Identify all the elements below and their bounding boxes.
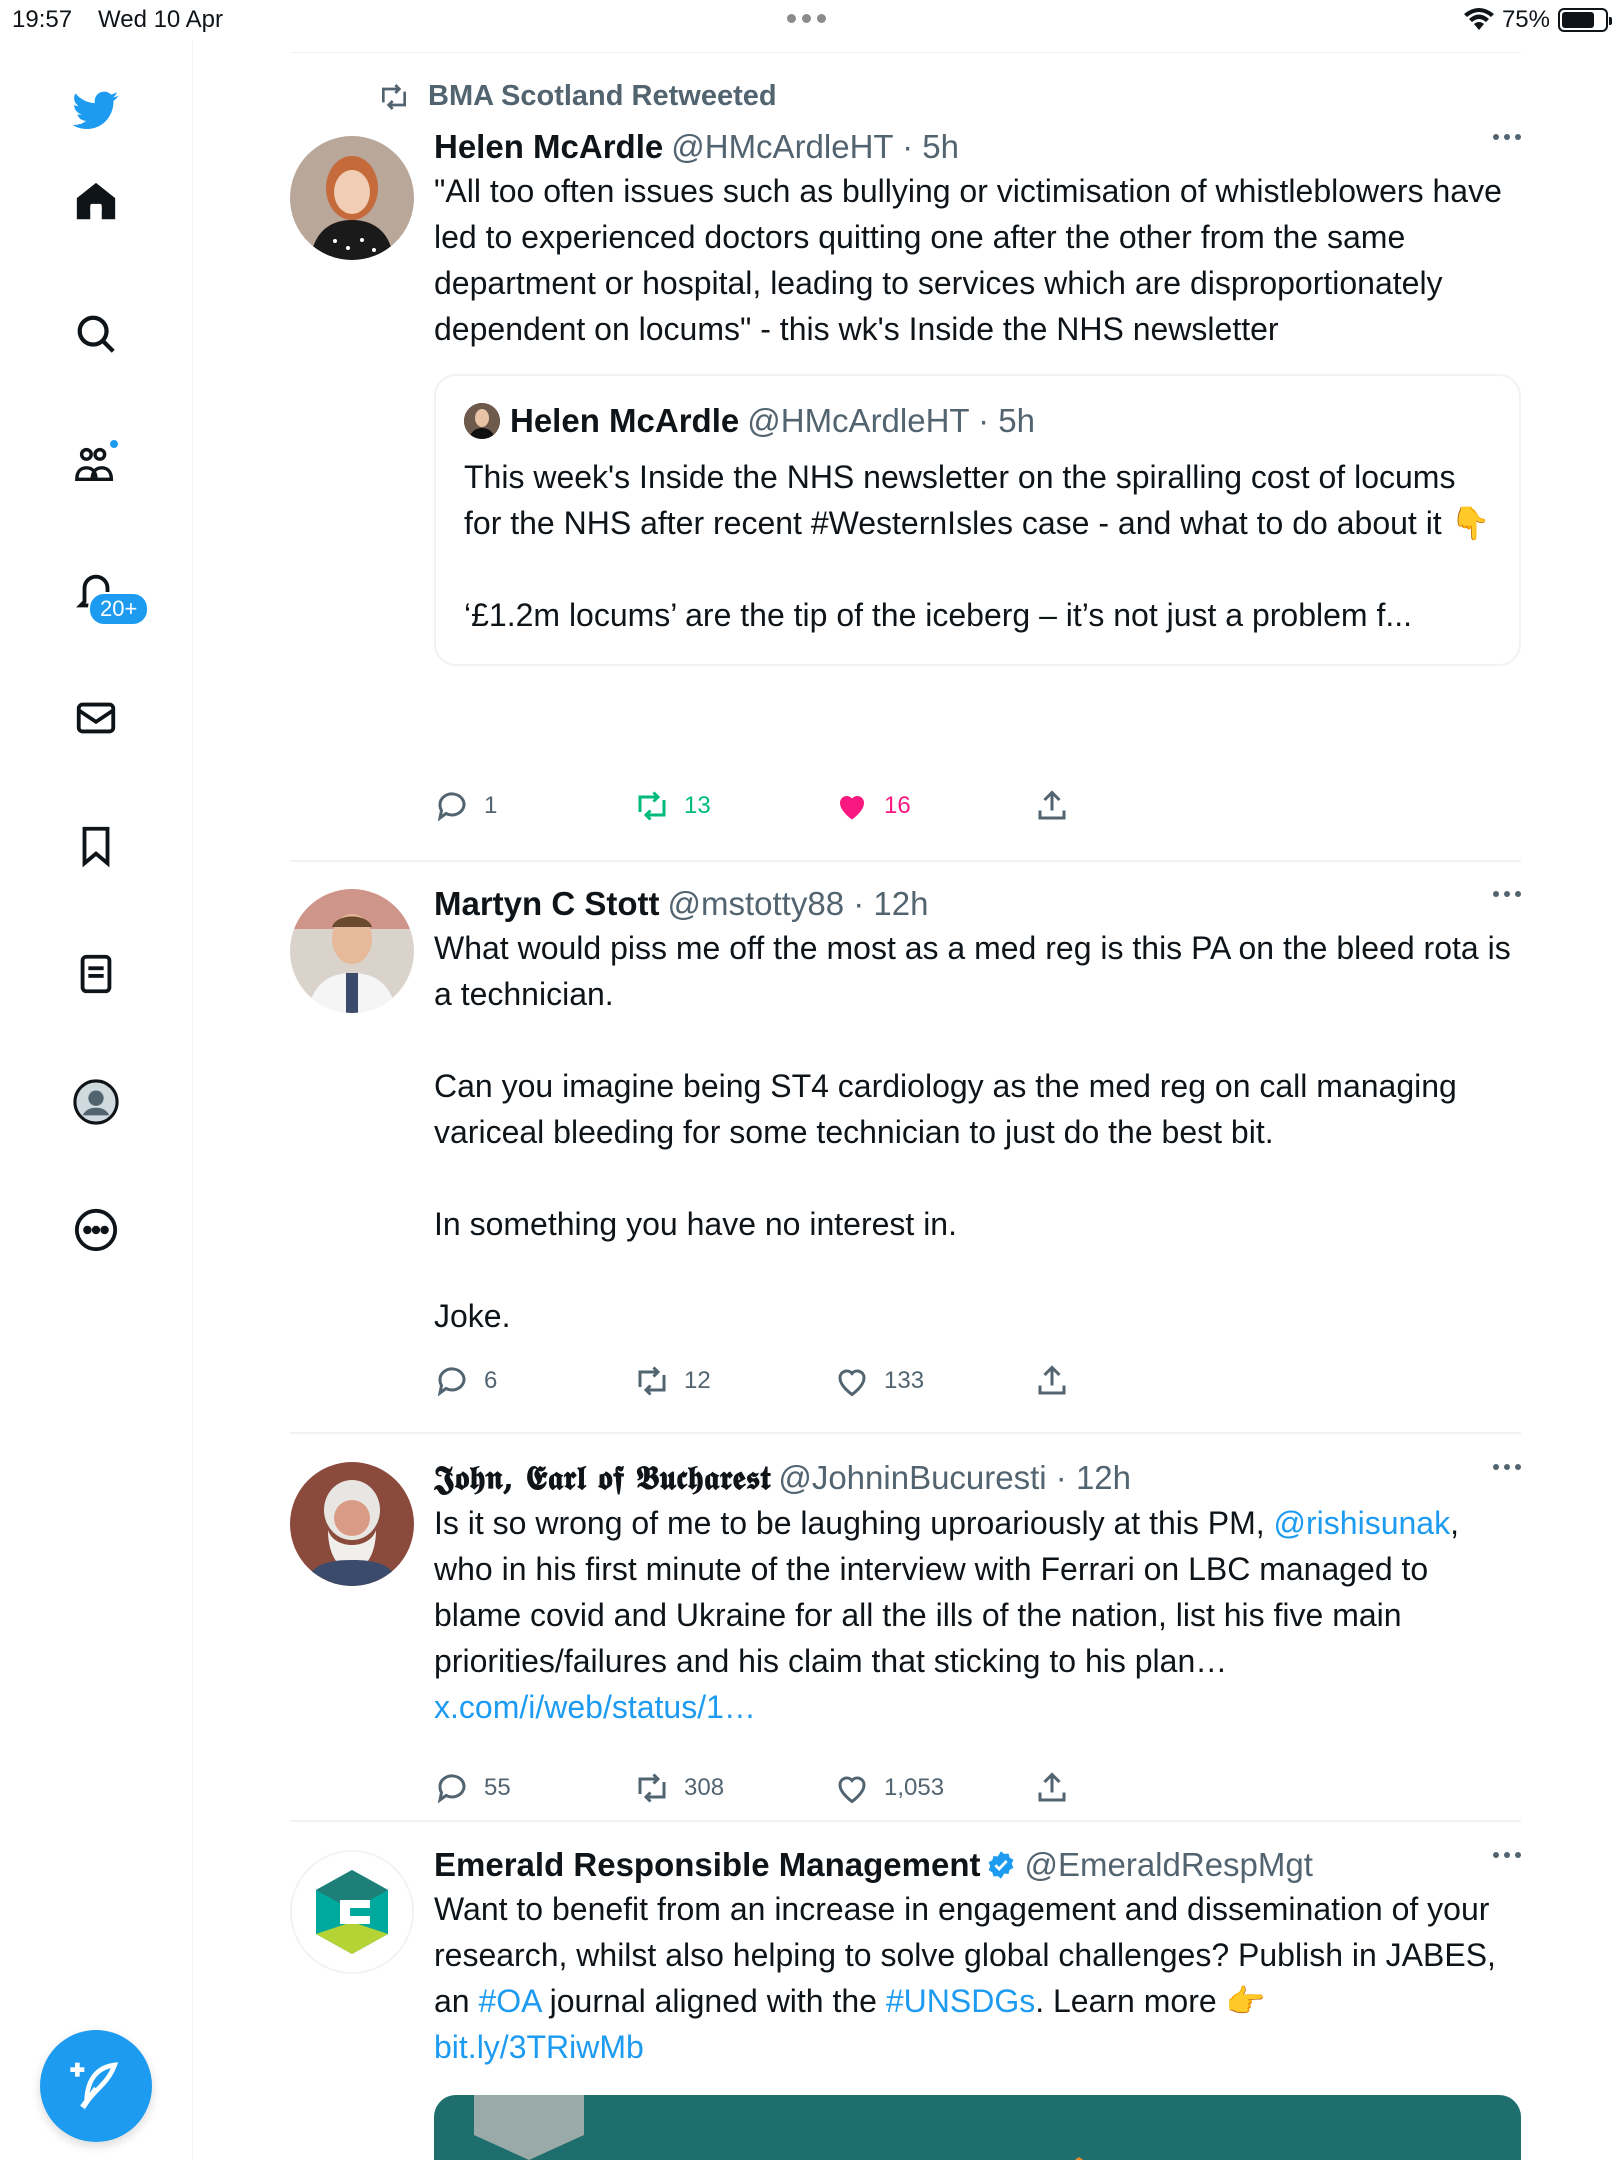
retweet-count: 13 (684, 792, 711, 819)
share-icon (1034, 1770, 1070, 1806)
quote-text: This week's Inside the NHS newsletter on the spiralling cost of locums for the NHS after recent #WesternIsles case - and what to do about it 👇 (464, 459, 1491, 541)
tweet-text: "All too often issues such as bullying or victimisation of whistleblowers have led to experienced doctors quitting one after the other from the same department or hospital, leading to services which are disproportionately dependent on locums" - this wk's Inside the NHS newsletter (434, 173, 1511, 347)
multitasking-dots[interactable] (787, 14, 826, 23)
hashtag-link[interactable]: #OA (478, 1983, 541, 2019)
share-button[interactable] (1034, 788, 1094, 824)
tweet-actions (434, 1363, 1094, 1399)
retweet-count: 308 (684, 1774, 725, 1801)
retweet-button[interactable] (634, 1770, 834, 1806)
more-options-icon[interactable] (1493, 1464, 1521, 1470)
tweet-actions (434, 1770, 1094, 1806)
retweet-icon (374, 81, 414, 113)
reply-count: 55 (484, 1774, 511, 1801)
like-button[interactable] (834, 788, 1034, 824)
tweet-header (434, 128, 1521, 166)
author-name[interactable]: 𝕵𝖔𝖍𝖓, 𝕰𝖆𝖗𝖑 𝖔𝖋 𝕭𝖚𝖈𝖍𝖆𝖗𝖊𝖘𝖙 (434, 1458, 771, 1497)
tweet-text-part: , who in his first minute of the interview with Ferrari on LBC managed to blame covid and Ukraine for all the ills of the nation, list his five main priorities/failures and his claim that sticking to his plan… (434, 1505, 1468, 1679)
communities-icon[interactable] (68, 436, 124, 492)
compose-icon (68, 2058, 124, 2114)
reply-icon (434, 1363, 470, 1399)
hashtag-link[interactable]: #UNSDGs (885, 1983, 1036, 2019)
retweet-icon (634, 1770, 670, 1806)
tweet-header (434, 1846, 1521, 1884)
messages-icon[interactable] (68, 690, 124, 746)
profile-icon[interactable] (68, 1074, 124, 1130)
retweet-button[interactable] (634, 1363, 834, 1399)
tweet-header (434, 885, 1521, 923)
reply-button[interactable] (434, 1770, 634, 1806)
retweet-label: BMA Scotland Retweeted (428, 80, 777, 112)
like-count: 1,053 (884, 1774, 945, 1801)
quote-card-title: ‘£1.2m locums’ are the tip of the iceberg – it’s not just a problem f... (464, 597, 1413, 633)
verified-badge-icon (986, 1850, 1016, 1880)
status-bar (0, 0, 1620, 40)
home-icon[interactable] (68, 174, 124, 230)
status-link[interactable]: x.com/i/web/status/1… (434, 1689, 756, 1725)
avatar[interactable] (290, 1850, 414, 1974)
battery-icon (1558, 8, 1608, 32)
tweet-actions (434, 788, 1094, 824)
search-icon[interactable] (68, 306, 124, 362)
reply-button[interactable] (434, 1363, 634, 1399)
status-date: Wed 10 Apr (98, 6, 223, 33)
avatar[interactable] (290, 1462, 414, 1586)
twitter-logo[interactable] (68, 82, 124, 138)
more-icon[interactable] (68, 1202, 124, 1258)
retweet-button[interactable] (634, 788, 834, 824)
quote-avatar (464, 403, 500, 439)
reply-icon (434, 1770, 470, 1806)
share-icon (1034, 788, 1070, 824)
like-button[interactable] (834, 1770, 1034, 1806)
avatar[interactable] (290, 136, 414, 260)
tweet-media-image[interactable] (434, 2095, 1521, 2160)
author-name[interactable]: Martyn C Stott (434, 885, 660, 922)
wifi-icon (1464, 8, 1494, 32)
status-time: 19:57 (12, 6, 73, 33)
heart-icon (834, 1770, 870, 1806)
author-handle[interactable]: @JohninBucuresti · 12h (778, 1459, 1132, 1496)
sidebar (0, 40, 193, 2160)
tweet-text-part: journal aligned with the (540, 1983, 886, 2019)
tweet-text (434, 1500, 1521, 1730)
retweet-icon (634, 1363, 670, 1399)
compose-button[interactable] (40, 2030, 152, 2142)
author-handle[interactable]: @mstotty88 · 12h (667, 885, 929, 922)
tweet-text: What would piss me off the most as a med reg is this PA on the bleed rota is a technician. Can you imagine being ST4 cardiology as the med reg on call managing variceal bleeding for some technician to just do the best bit. In something you have no interest in. Joke. (434, 930, 1511, 1334)
reply-button[interactable] (434, 788, 634, 824)
tweet-header (434, 1458, 1521, 1498)
communities-badge-dot (108, 438, 120, 450)
tweet-divider (290, 860, 1521, 862)
retweet-context (374, 80, 777, 113)
share-button[interactable] (1034, 1363, 1094, 1399)
tweet-text (434, 1886, 1521, 2070)
mention-link[interactable]: @rishisunak (1273, 1505, 1451, 1541)
status-right (1464, 6, 1608, 34)
heart-icon (834, 1363, 870, 1399)
tweet-divider (290, 1820, 1521, 1822)
author-handle[interactable]: @EmeraldRespMgt (1024, 1846, 1313, 1883)
more-options-icon[interactable] (1493, 891, 1521, 897)
reply-count: 1 (484, 792, 498, 819)
quote-author-handle: @HMcArdleHT · 5h (747, 402, 1036, 439)
notifications-badge: 20+ (88, 592, 149, 626)
avatar[interactable] (290, 889, 414, 1013)
reply-icon (434, 788, 470, 824)
reply-count: 6 (484, 1367, 498, 1394)
author-name[interactable]: Helen McArdle (434, 128, 664, 165)
more-options-icon[interactable] (1493, 134, 1521, 140)
share-icon (1034, 1363, 1070, 1399)
author-handle[interactable]: @HMcArdleHT · 5h (671, 128, 960, 165)
tweet-divider (290, 1432, 1521, 1434)
timeline-top-divider (290, 52, 1521, 53)
tweet-text-part: Is it so wrong of me to be laughing uproariously at this PM, (434, 1505, 1274, 1541)
bookmarks-icon[interactable] (68, 818, 124, 874)
quoted-tweet[interactable] (434, 374, 1521, 666)
share-button[interactable] (1034, 1770, 1094, 1806)
heart-filled-icon (834, 788, 870, 824)
tweet-text-part: . Learn more 👉 (1035, 1983, 1266, 2019)
battery-percent: 75% (1501, 6, 1550, 33)
like-button[interactable] (834, 1363, 1034, 1399)
url-link[interactable]: bit.ly/3TRiwMb (434, 2029, 644, 2065)
like-count: 133 (884, 1367, 925, 1394)
retweet-count: 12 (684, 1367, 711, 1394)
like-count: 16 (884, 792, 911, 819)
quote-author-name: Helen McArdle (510, 402, 740, 439)
retweet-icon (634, 788, 670, 824)
author-name[interactable]: Emerald Responsible Management (434, 1846, 981, 1883)
more-options-icon[interactable] (1493, 1852, 1521, 1858)
tweet-text-part: Want to benefit from an increase in engagement and dissemination of your research, whilst also helping to solve global challenges? Publish in JABES, an (434, 1891, 1505, 2019)
lists-icon[interactable] (68, 946, 124, 1002)
